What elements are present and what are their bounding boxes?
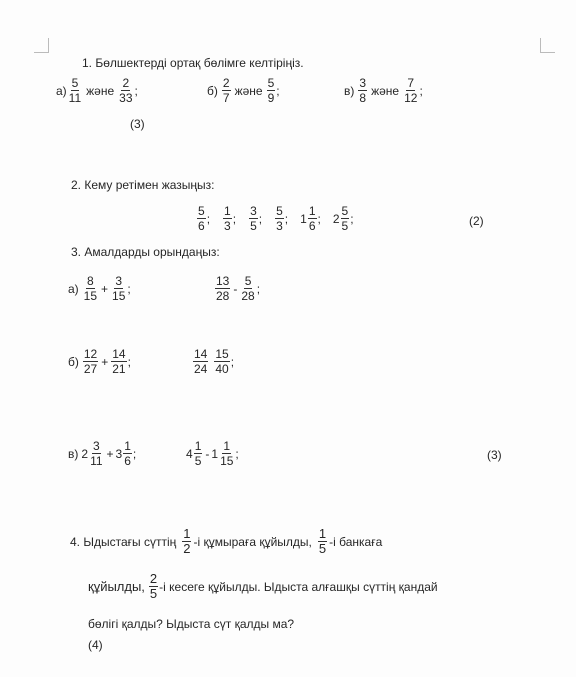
q1-item-c [344,77,423,104]
q2-fraction-item [222,205,236,232]
fraction: $\frac{5}{6}$ [198,204,205,233]
semicolon: ; [127,281,131,296]
fraction: $\frac{3}{15}$ [112,274,126,303]
semicolon: ; [256,281,261,296]
fraction: $\frac{5}{9}$ [267,76,275,105]
fraction: $\frac{1}{5}$ [194,439,202,468]
fraction: $\frac{5}{11}$ [68,76,82,105]
semicolon: ; [235,446,239,461]
fraction: $\frac{5}{5}$ [341,204,349,233]
separator: ; [317,211,321,226]
plus-sign: + [101,354,109,369]
q4-text: -і құмыраға құйылды, [193,534,312,549]
q3-item-b-expr2 [192,348,234,375]
separator: ; [258,211,263,226]
q3-item-a-expr2 [214,275,260,302]
and-word: және [86,83,115,98]
q2-fraction-item [333,205,354,232]
q4-text: құйылды, [88,579,145,594]
corner-mark-left [34,38,49,53]
fraction: $\frac{5}{28}$ [241,274,255,303]
q4-text: -і банкаға [329,534,383,549]
q2-points: (2) [469,214,484,228]
fraction: $\frac{1}{2}$ [183,526,191,556]
semicolon: ; [276,83,280,98]
q3-item-b-expr1 [68,348,131,375]
whole-part: 2 [81,446,89,461]
plus-sign: + [101,281,109,296]
separator: ; [232,211,237,226]
q1-item-b [207,77,280,104]
q3-b-label: б) [68,354,79,369]
semicolon: ; [419,83,423,98]
q2-fraction-item [300,205,321,232]
q2-fraction-item [196,205,210,232]
and-word: және [234,83,263,98]
q1-item-a [56,77,138,104]
q3-title: 3. Амалдарды орындаңыз: [71,245,220,259]
separator: ; [284,211,289,226]
plus-sign: + [106,446,114,461]
and-word: және [371,83,400,98]
q4-text: 4. Ыдыстағы сүттің [70,534,177,549]
q2-fraction-item [274,205,288,232]
fraction: $\frac{1}{15}$ [220,439,234,468]
q1-title: 1. Бөлшектерді ортақ бөлімге келтіріңіз. [82,56,304,70]
fraction: $\frac{2}{33}$ [119,76,133,105]
whole-part: 1 [211,446,219,461]
whole-part: 1 [300,211,307,226]
q1-points: (3) [130,117,145,131]
fraction: $\frac{14}{24}$ [194,347,208,376]
fraction: $\frac{12}{27}$ [83,347,98,376]
q3-item-c-expr2 [186,440,239,467]
fraction: $\frac{14}{21}$ [112,347,126,376]
fraction: $\frac{1}{6}$ [124,439,131,468]
semicolon: ; [132,446,137,461]
fraction: $\frac{5}{3}$ [276,204,283,233]
minus-sign: - [205,446,210,461]
corner-mark-right [540,38,555,53]
fraction: $\frac{7}{12}$ [404,76,418,105]
q3-c-label: в) [68,446,79,461]
fraction: $\frac{15}{40}$ [215,347,229,376]
semicolon: ; [127,354,131,369]
fraction: $\frac{2}{5}$ [149,571,158,601]
fraction: $\frac{13}{28}$ [216,274,230,303]
fraction: $\frac{2}{7}$ [222,76,230,105]
whole-part: 4 [186,446,193,461]
fraction: $\frac{3}{11}$ [90,439,103,468]
semicolon: ; [134,83,138,98]
q4-text: -і кесеге құйылды. Ыдыста алғашқы сүттің қандай [159,579,438,594]
whole-part: 2 [332,211,340,226]
q3-a-label: а) [68,281,79,296]
fraction: $\frac{1}{3}$ [224,204,231,233]
q2-fraction-item [248,205,262,232]
q1-b-label: б) [207,83,218,98]
minus-sign: - [233,281,238,296]
whole-part: 3 [115,446,123,461]
q1-a-label: а) [56,83,67,98]
fraction: $\frac{1}{5}$ [318,526,327,556]
fraction: $\frac{1}{6}$ [308,204,316,233]
separator: ; [350,211,354,226]
q4-line-1 [70,528,382,555]
q3-item-c-expr1 [68,440,136,467]
semicolon: ; [230,354,235,369]
fraction: $\frac{3}{5}$ [250,204,257,233]
q1-c-label: в) [344,83,355,98]
fraction: $\frac{8}{15}$ [83,274,98,303]
q4-line-2 [88,573,438,600]
q2-title: 2. Кему ретімен жазыңыз: [71,178,215,192]
q4-points: (4) [88,638,103,652]
q3-points: (3) [487,448,502,462]
separator: ; [206,211,211,226]
q2-fraction-list [196,205,366,232]
q4-line-3: бөлігі қалды? Ыдыста сүт қалды ма? [88,617,295,631]
q3-item-a-expr1 [68,275,131,302]
fraction: $\frac{3}{8}$ [359,76,367,105]
